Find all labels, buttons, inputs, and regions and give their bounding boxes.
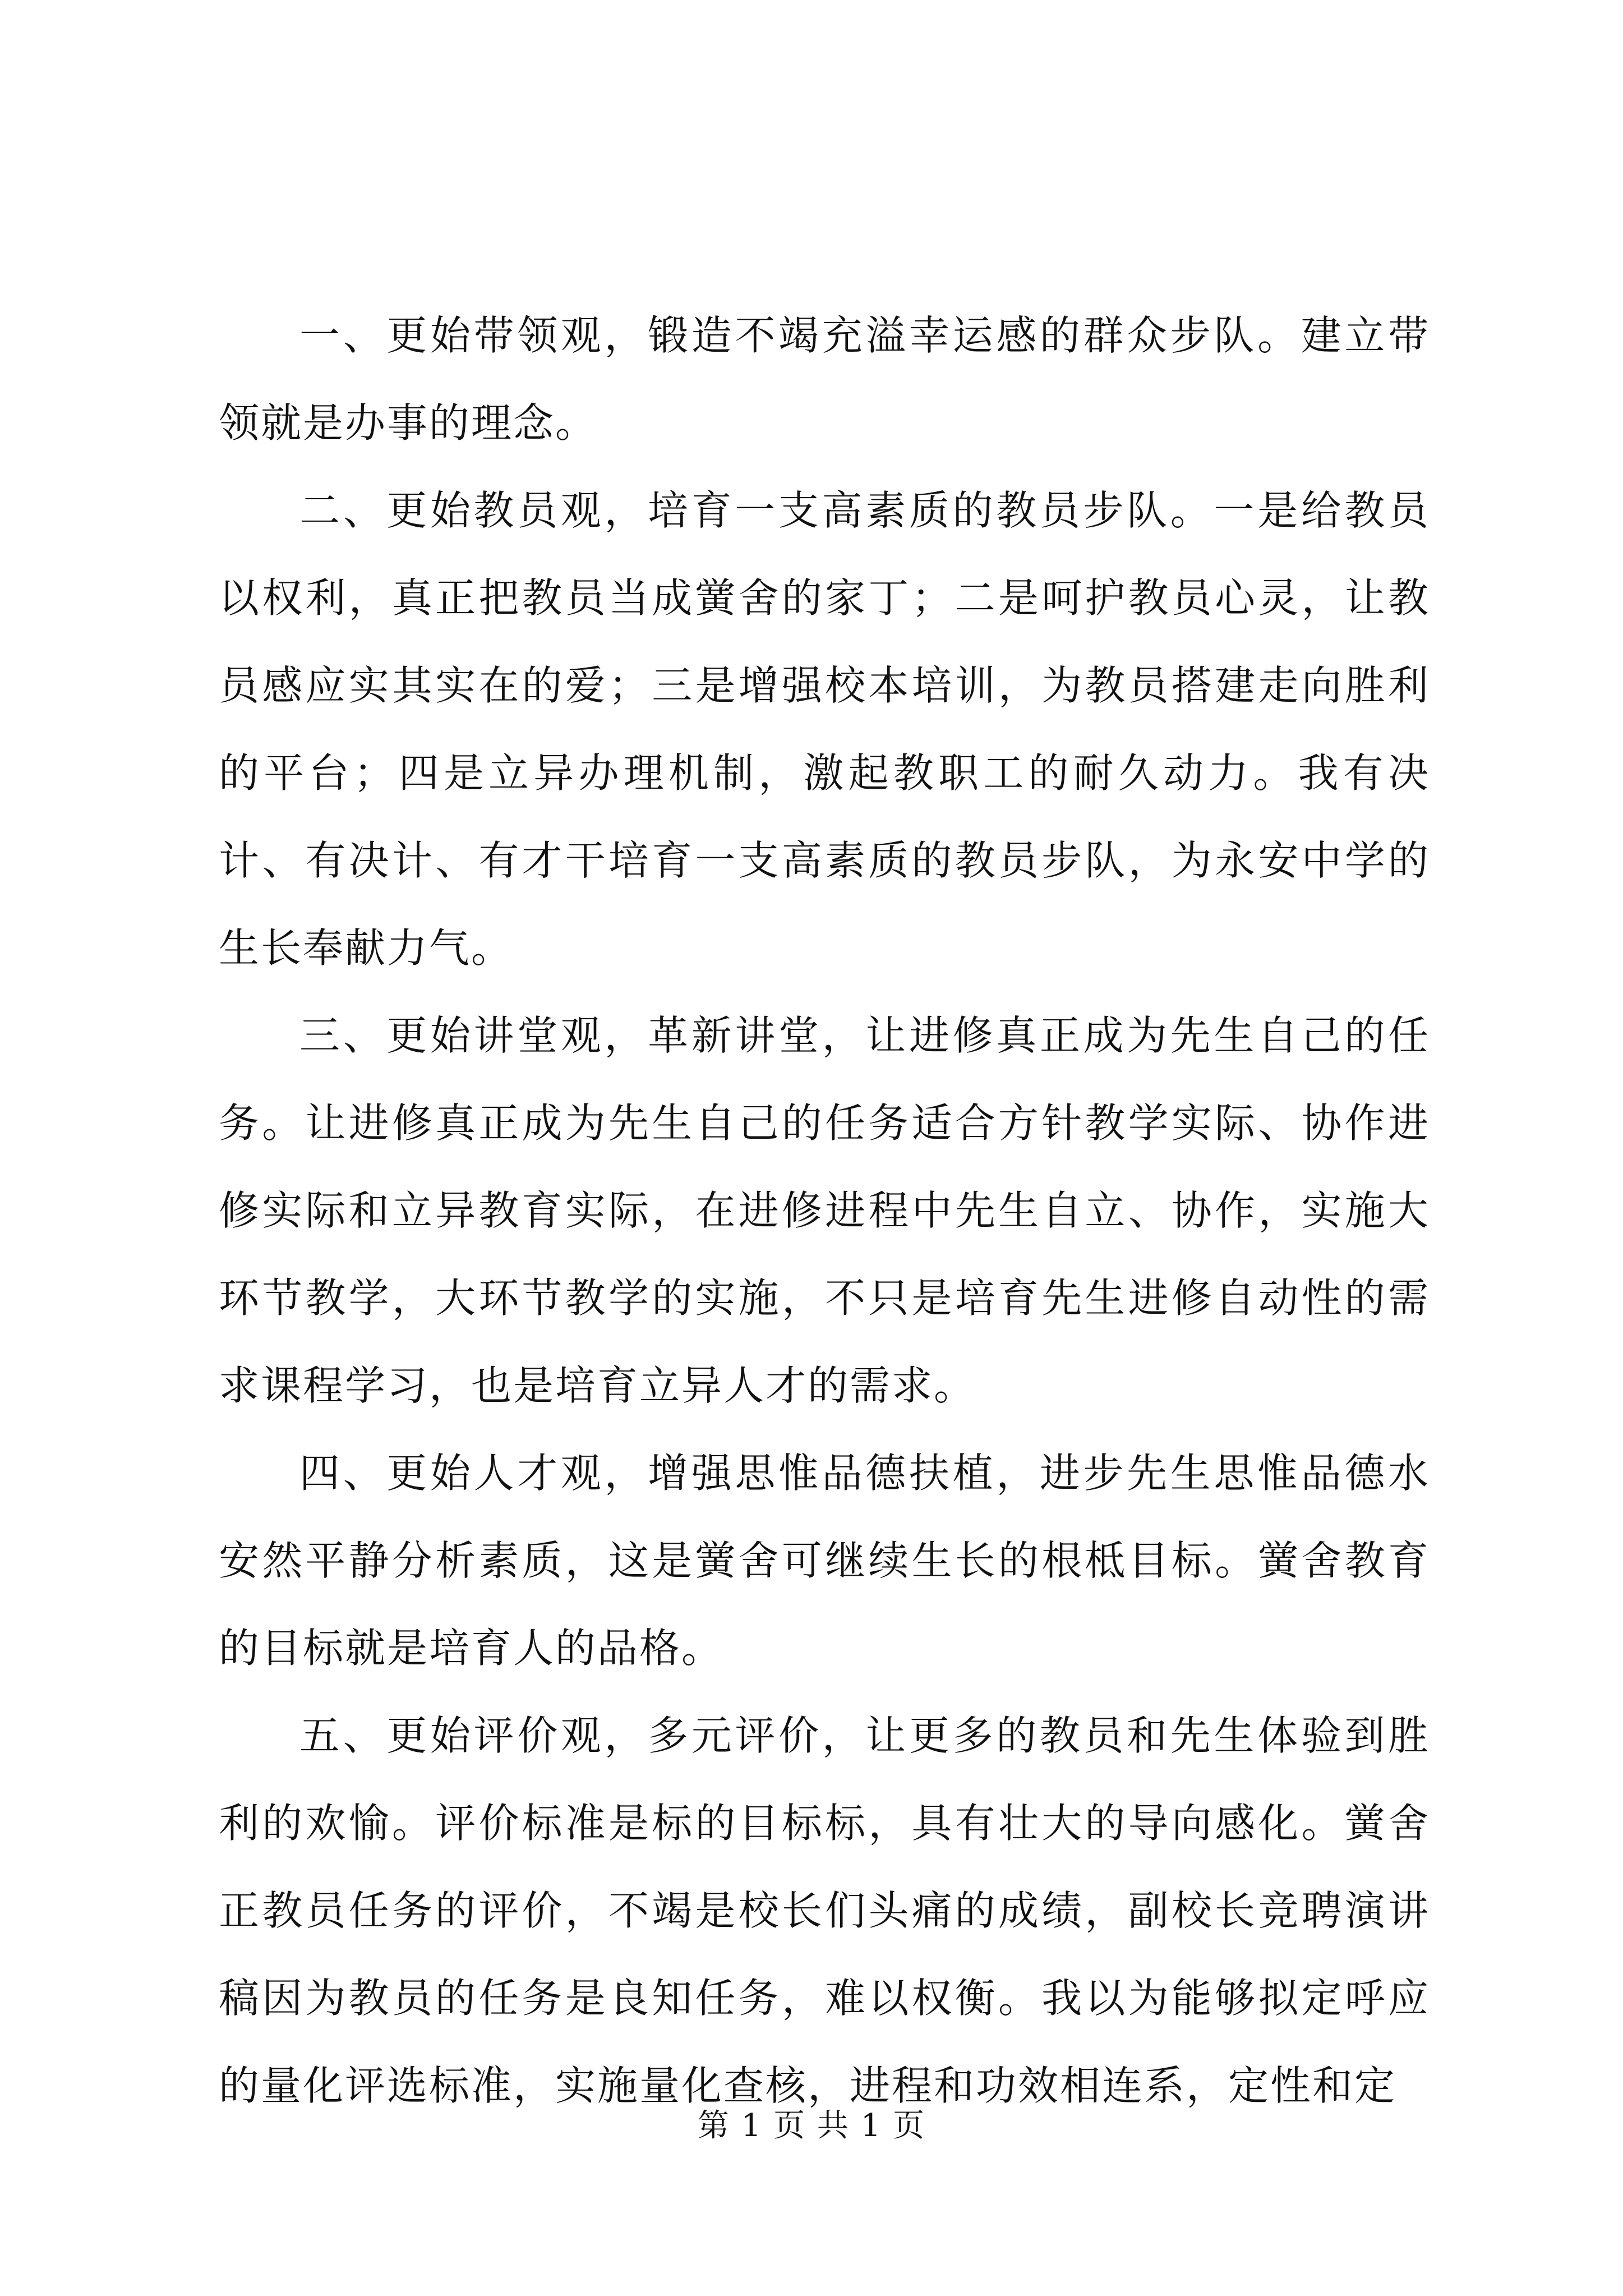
paragraph-5: 五、更始评价观，多元评价，让更多的教员和先生体验到胜利的欢愉。评价标准是标的目标标，具有壮大的导向感化。黉舍正教员任务的评价，不竭是校长们头痛的成绩，副校长竞聘演讲稿因为教员的任务是良知任务，难以权衡。我以为能够拟定呼应的量化评选标准，实施量化查核，进程和功效相连系，定性和定 xyxy=(219,1712,1430,2109)
document-body xyxy=(219,292,1430,2129)
paragraph-3: 三、更始讲堂观，革新讲堂，让进修真正成为先生自己的任务。让进修真正成为先生自己的任务适合方针教学实际、协作进修实际和立异教育实际，在进修进程中先生自立、协作，实施大环节教学，大环节教学的实施，不只是培育先生进修自动性的需求课程学习，也是培育立异人才的需求。 xyxy=(219,1012,1430,1409)
paragraph-1: 一、更始带领观，锻造不竭充溢幸运感的群众步队。建立带领就是办事的理念。 xyxy=(219,312,1430,447)
paragraph-4: 四、更始人才观，增强思惟品德扶植，进步先生思惟品德水安然平静分析素质，这是黉舍可继续生长的根柢目标。黉舍教育的目标就是培育人的品格。 xyxy=(219,1450,1430,1672)
paragraph-2: 二、更始教员观，培育一支高素质的教员步队。一是给教员以权利，真正把教员当成黉舍的家丁；二是呵护教员心灵，让教员感应实其实在的爱；三是增强校本培训，为教员搭建走向胜利的平台；四是立异办理机制，激起教职工的耐久动力。我有决计、有决计、有才干培育一支高素质的教员步队，为永安中学的生长奉献力气。 xyxy=(219,487,1430,972)
page-footer: 第 1 页 共 1 页 xyxy=(697,2108,926,2144)
